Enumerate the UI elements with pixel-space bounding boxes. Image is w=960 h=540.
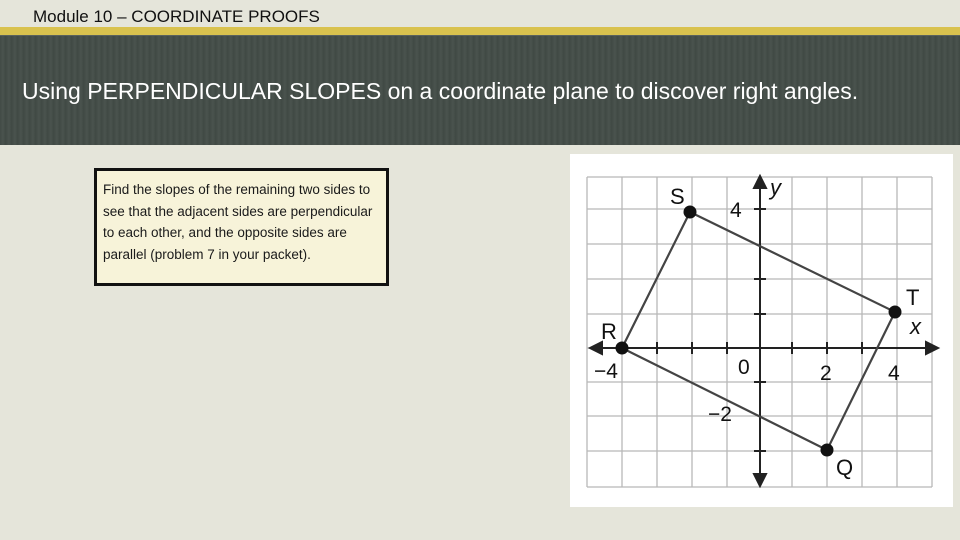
tick-label-y4: 4 [730,199,742,222]
module-title: Module 10 – COORDINATE PROOFS [33,7,320,26]
point-t [889,306,902,319]
coordinate-graph [570,154,953,507]
label-t: T [906,285,920,310]
label-r: R [601,319,617,344]
vertices [616,206,902,457]
y-axis-label: y [770,175,781,200]
coordinate-plane [570,154,953,507]
point-s [684,206,697,219]
tick-label-neg4: −4 [594,360,618,383]
tick-label-neg2: −2 [708,403,732,426]
instruction-note: Find the slopes of the remaining two sides to see that the adjacent sides are perpendicular to each other, and the opposite sides are parallel (problem 7 in your packet). [94,168,389,286]
label-q: Q [836,455,854,480]
accent-bar [0,27,960,35]
tick-label-zero: 0 [738,356,750,379]
tick-label-2: 2 [820,362,832,385]
point-r [616,342,629,355]
point-q [821,444,834,457]
x-axis-label: x [910,314,921,339]
tick-label-4: 4 [888,362,900,385]
quadrilateral [622,212,895,450]
slide-title: Using PERPENDICULAR SLOPES on a coordinate plane to discover right angles. [22,78,859,104]
title-banner [0,35,960,145]
label-s: S [670,184,685,209]
